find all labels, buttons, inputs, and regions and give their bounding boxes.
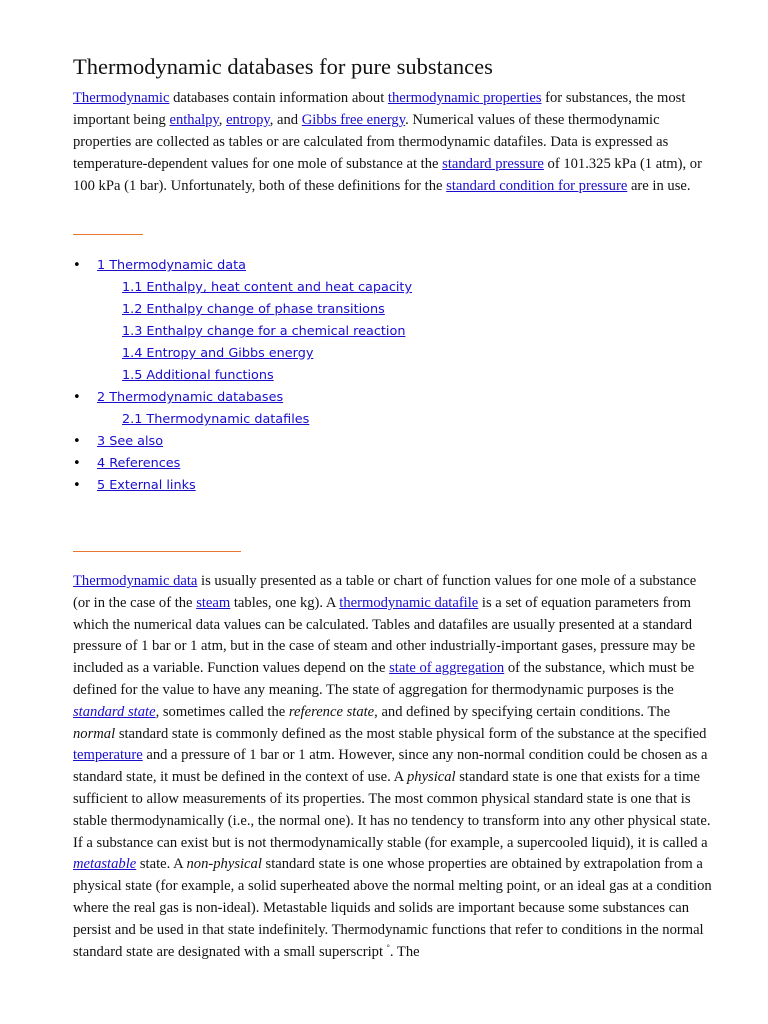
toc-item[interactable] — [73, 431, 573, 453]
link-metastable[interactable]: metastable — [73, 856, 137, 873]
section-divider — [73, 551, 241, 552]
bullet-icon: • — [73, 390, 81, 405]
toc-link-references[interactable]: 4 References — [97, 456, 181, 471]
link-state-of-aggregation[interactable]: state of aggregation — [389, 660, 505, 677]
toc-item[interactable] — [73, 475, 573, 497]
term-reference-state: reference state — [288, 703, 375, 720]
term-non-physical: non-physical — [186, 856, 262, 873]
toc-link-thermodynamic-databases[interactable]: 2 Thermodynamic databases — [97, 390, 284, 405]
body-text: and a pressure of 1 bar or 1 atm. However, since any non-normal condition could be chosen as a standard state, it must be defined in the context of use. A — [73, 747, 708, 786]
intro-text: , and — [269, 112, 302, 128]
toc-link-see-also[interactable]: 3 See also — [97, 434, 164, 449]
intro-text: are in use. — [627, 178, 691, 194]
link-standard-condition-for-pressure[interactable]: standard condition for pressure — [446, 178, 628, 194]
toc-item[interactable] — [73, 277, 573, 299]
toc-item[interactable] — [73, 321, 573, 343]
toc-link-thermodynamic-datafiles[interactable]: 2.1 Thermodynamic datafiles — [122, 412, 310, 427]
toc-item[interactable] — [73, 255, 573, 277]
toc-link-thermodynamic-data[interactable]: 1 Thermodynamic data — [97, 258, 246, 273]
bullet-icon: • — [73, 456, 81, 471]
toc-item[interactable] — [73, 409, 573, 431]
body-text: standard state is one whose properties are obtained by extrapolation from a physical state (for example, a solid superheated above the normal melting point, or an ideal gas at a condition where the real gas is non-ideal). Metastable liquids and solids are important because some substances can persist and be used in that state indefinitely. Thermodynamic functions that refer to conditions in the normal standard state are designated with a small superscript — [73, 856, 712, 960]
link-entropy[interactable]: entropy — [226, 112, 270, 128]
link-temperature[interactable]: temperature — [73, 747, 143, 764]
body-text: , sometimes called the — [155, 703, 289, 720]
toc-item[interactable] — [73, 453, 573, 475]
intro-text: for substances, the most important being — [73, 90, 686, 128]
degree-superscript: ° — [386, 942, 390, 952]
toc-link-external-links[interactable]: 5 External links — [97, 478, 196, 493]
intro-text: databases — [169, 90, 230, 106]
intro-paragraph — [73, 87, 713, 197]
body-text: is usually presented as a table or chart of function values for one mole of a substance (or in the case of the — [73, 573, 697, 611]
table-of-contents — [73, 255, 573, 497]
bullet-icon: • — [73, 478, 81, 493]
body-text: . The — [389, 943, 420, 960]
toc-link-enthalpy-chemical-reaction[interactable]: 1.3 Enthalpy change for a chemical reaction — [122, 324, 406, 339]
toc-item[interactable] — [73, 387, 573, 409]
link-standard-state[interactable]: standard state — [73, 703, 156, 720]
link-steam[interactable]: steam — [196, 594, 231, 611]
toc-link-entropy-gibbs[interactable]: 1.4 Entropy and Gibbs energy — [122, 346, 314, 361]
link-thermodynamic-properties[interactable]: thermodynamic properties — [387, 90, 542, 106]
intro-text: of 101.325 kPa (1 atm), or 100 kPa (1 bar). Unfortunately, both of these definitions for the — [73, 156, 702, 194]
bullet-icon: • — [73, 434, 81, 449]
toc-item[interactable] — [73, 299, 573, 321]
toc-item[interactable] — [73, 343, 573, 365]
body-text: standard state is commonly defined as the most stable physical form of the substance at the specified — [115, 725, 707, 742]
intro-text: . Numerical values of these thermodynamic properties are collected as tables or are calculated from thermodynamic datafiles. Data is expressed as temperature-dependent values for one mole of substance at the — [73, 112, 669, 172]
intro-text: contain information about — [229, 90, 388, 106]
toc-link-enthalpy-phase-transitions[interactable]: 1.2 Enthalpy change of phase transitions — [122, 302, 385, 317]
body-text: , and defined by specifying certain conditions. The — [374, 703, 671, 720]
toc-link-additional-functions[interactable]: 1.5 Additional functions — [122, 368, 274, 383]
toc-link-enthalpy-heat-content[interactable]: 1.1 Enthalpy, heat content and heat capacity — [122, 280, 413, 295]
link-thermodynamic-datafile[interactable]: thermodynamic datafile — [339, 594, 479, 611]
section-divider — [73, 234, 143, 235]
link-thermodynamic[interactable]: Thermodynamic — [73, 90, 170, 106]
intro-text: , — [218, 112, 227, 128]
body-text: tables, one kg). A — [230, 594, 340, 611]
toc-item[interactable] — [73, 365, 573, 387]
body-text: is a set of equation parameters from which the numerical data values can be calculated. Tables and datafiles are usually presented at a standard pressure of 1 bar or 1 atm, but in the case of steam and other industrially-important gases, pressure may be included as a variable. Function values depend on the — [73, 594, 696, 677]
link-standard-pressure[interactable]: standard pressure — [442, 156, 544, 172]
body-text: of the substance, which must be defined for the value to have any meaning. The state of aggregation for thermodynamic purposes is the — [73, 660, 695, 698]
term-physical: physical — [406, 769, 456, 786]
link-enthalpy[interactable]: enthalpy — [169, 112, 219, 128]
term-normal: normal — [73, 725, 116, 742]
body-text: standard state is one that exists for a time sufficient to allow measurements of its properties. The most common physical standard state is one that is stable thermodynamically (i.e., the normal one). It has no tendency to transform into any other physical state. If a substance can exist but is not thermodynamically stable (for example, a supercooled liquid), it is called a — [73, 769, 711, 851]
bullet-icon: • — [73, 258, 81, 273]
page-title: Thermodynamic databases for pure substances — [73, 54, 493, 79]
body-paragraph — [73, 571, 713, 963]
body-text: state. A — [136, 856, 187, 873]
link-gibbs-free-energy[interactable]: Gibbs free energy — [301, 112, 406, 128]
link-thermodynamic-data[interactable]: Thermodynamic data — [73, 573, 198, 589]
